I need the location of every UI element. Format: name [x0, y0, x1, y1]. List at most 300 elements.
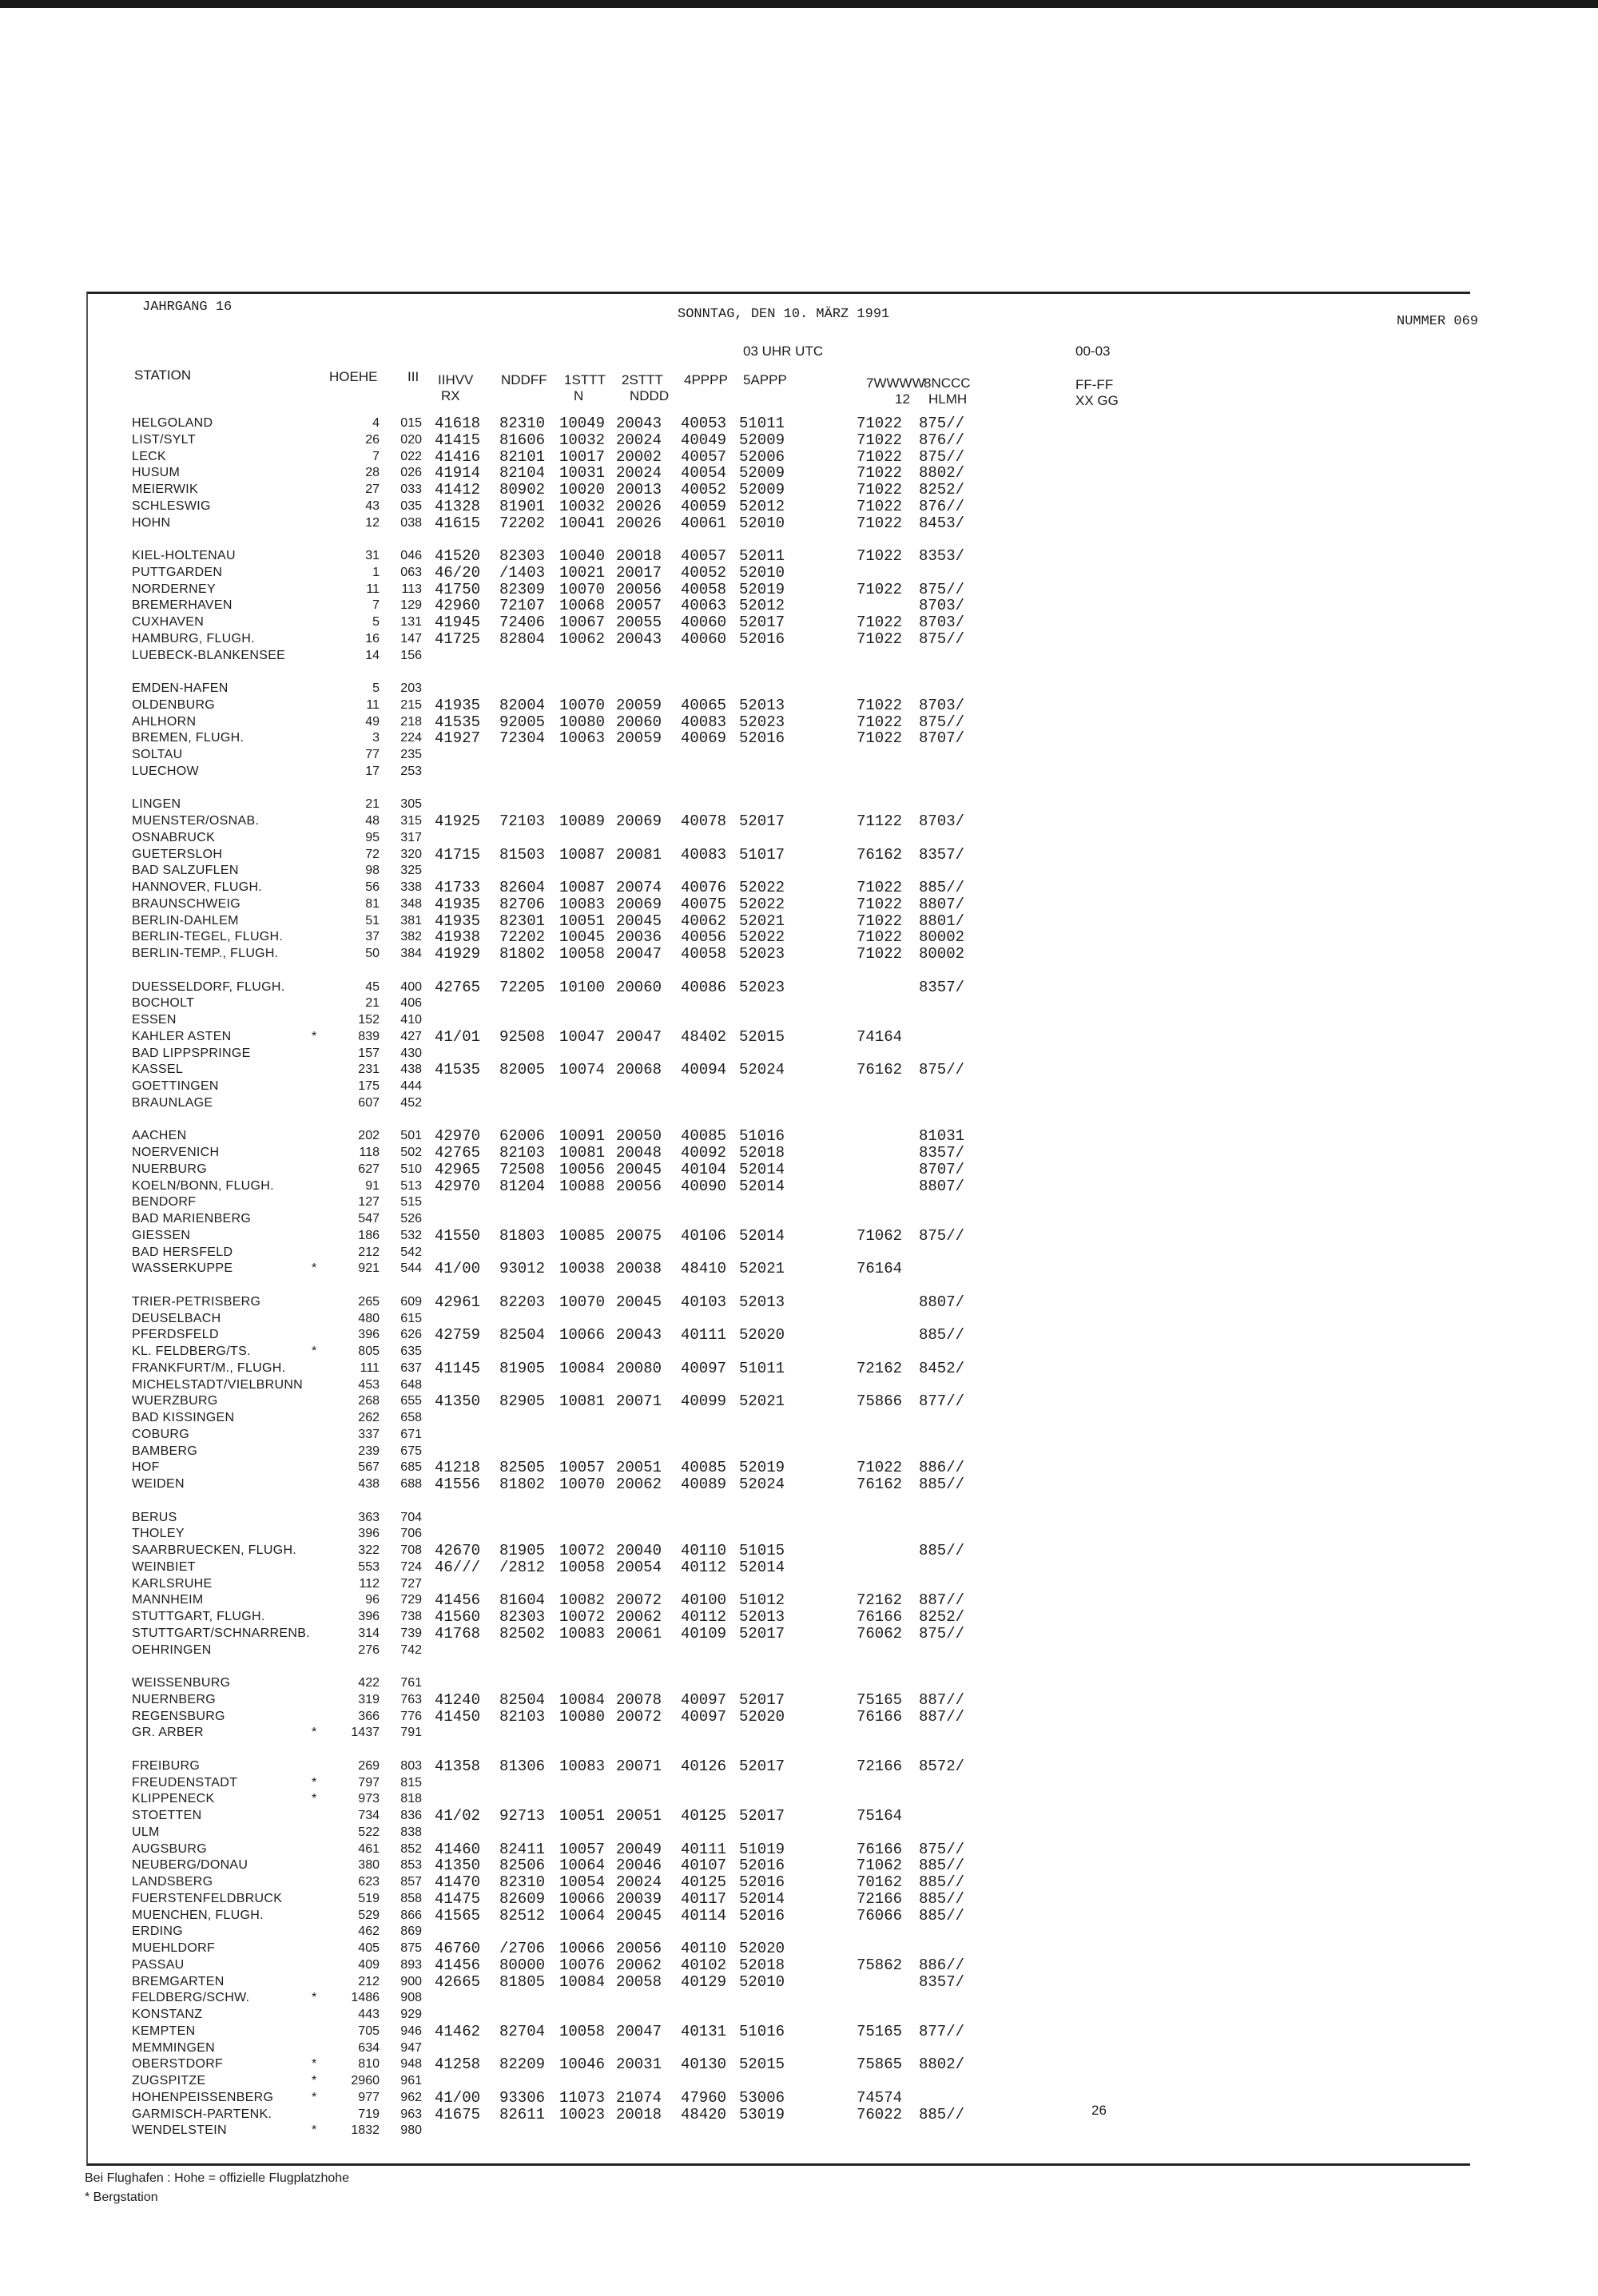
synop-group-2: 82611: [499, 2105, 546, 2123]
station-index: 688: [400, 1477, 422, 1491]
synop-group-1: 41925: [435, 812, 481, 830]
table-row: [0, 614, 1598, 630]
col-7wwww: 7WWWW: [866, 375, 925, 391]
station-name: STOETTEN: [132, 1809, 202, 1822]
station-name: OEHRINGEN: [132, 1643, 212, 1657]
table-row: [0, 1974, 1598, 1990]
synop-group-2: 93306: [499, 2088, 546, 2107]
synop-group-2: 82504: [499, 1690, 546, 1709]
synop-group-2: /2812: [499, 1558, 546, 1576]
synop-group-8: 8353/: [919, 547, 965, 565]
synop-group-5: 48410: [681, 1260, 727, 1278]
station-elevation: 380: [358, 1858, 380, 1873]
synop-group-3: 10072: [559, 1608, 606, 1626]
table-row: [0, 1078, 1598, 1094]
station-index: 406: [400, 996, 422, 1011]
synop-group-3: 10058: [559, 2022, 606, 2040]
synop-group-5: 40076: [681, 879, 727, 896]
table-row: [0, 1990, 1598, 2006]
synop-group-1: 41240: [435, 1690, 481, 1709]
station-index: 513: [400, 1178, 422, 1193]
synop-group-3: 10021: [559, 563, 606, 582]
synop-group-4: 20024: [616, 431, 662, 449]
station-index: 203: [400, 681, 422, 695]
synop-group-4: 20017: [616, 563, 662, 582]
station-name: KL. FELDBERG/TS.: [132, 1345, 251, 1358]
station-name: MUEHLDORF: [132, 1941, 216, 1955]
synop-group-3: 10051: [559, 912, 606, 930]
station-elevation: 91: [365, 1178, 380, 1193]
synop-group-1: 42970: [435, 1177, 481, 1195]
station-elevation: 95: [365, 830, 380, 844]
synop-group-4: 20081: [616, 845, 662, 864]
synop-group-7: 71022: [857, 713, 903, 731]
station-elevation: 337: [358, 1427, 380, 1441]
synop-group-7: 74574: [857, 2088, 903, 2107]
station-elevation: 453: [358, 1377, 380, 1392]
synop-group-8: 81031: [919, 1127, 965, 1146]
synop-group-2: 82504: [499, 1326, 546, 1345]
synop-group-3: 10056: [559, 1160, 606, 1178]
synop-group-6: 52014: [739, 1160, 785, 1178]
station-index: 637: [400, 1361, 422, 1375]
synop-group-4: 20069: [616, 812, 662, 830]
synop-group-2: 82706: [499, 895, 546, 913]
synop-group-3: 10070: [559, 1293, 606, 1311]
table-row: [0, 1626, 1598, 1642]
synop-group-1: 42765: [435, 978, 481, 996]
synop-group-3: 10080: [559, 713, 606, 731]
synop-group-2: /2706: [499, 1940, 546, 1957]
synop-group-3: 10080: [559, 1707, 606, 1726]
synop-group-3: 10064: [559, 1857, 606, 1875]
station-index: 382: [400, 930, 422, 944]
station-name: LANDSBERG: [132, 1875, 213, 1889]
synop-group-5: 40057: [681, 547, 727, 565]
synop-group-8: 887//: [919, 1591, 965, 1610]
station-elevation: 51: [365, 913, 380, 928]
synop-group-3: 10081: [559, 1392, 606, 1411]
synop-group-5: 40099: [681, 1392, 727, 1411]
synop-group-6: 52019: [739, 1459, 785, 1477]
synop-group-5: 40112: [681, 1558, 727, 1576]
synop-group-2: 82604: [499, 879, 546, 896]
table-row: [0, 1294, 1598, 1310]
synop-group-2: 81805: [499, 1972, 546, 1991]
synop-group-5: 40062: [681, 912, 727, 930]
station-elevation: 7: [372, 449, 380, 463]
synop-group-5: 40061: [681, 514, 727, 532]
table-row: [0, 631, 1598, 647]
synop-group-4: 20047: [616, 2022, 662, 2040]
station-elevation: 21: [365, 996, 380, 1011]
synop-group-6: 52013: [739, 696, 785, 714]
synop-group-4: 20043: [616, 415, 662, 432]
synop-group-3: 10054: [559, 1873, 606, 1891]
synop-group-5: 40131: [681, 2022, 727, 2040]
synop-group-8: 885//: [919, 1476, 965, 1493]
synop-group-6: 51015: [739, 1542, 785, 1559]
table-row: [0, 1709, 1598, 1725]
synop-group-1: 42765: [435, 1144, 481, 1162]
station-name: MEMMINGEN: [132, 2040, 216, 2055]
synop-group-1: 41615: [435, 514, 481, 532]
synop-group-7: 71022: [857, 696, 903, 714]
station-index: 738: [400, 1610, 422, 1623]
synop-group-5: 40085: [681, 1459, 727, 1477]
station-name: KASSEL: [132, 1063, 184, 1077]
station-elevation: 7: [372, 598, 380, 613]
synop-group-1: 41618: [435, 415, 481, 432]
station-index: 763: [400, 1692, 422, 1706]
table-row: [0, 515, 1598, 531]
station-index: 803: [400, 1758, 422, 1773]
station-elevation: 522: [358, 1825, 380, 1839]
station-index: 838: [400, 1825, 422, 1839]
table-row: [0, 1012, 1598, 1028]
station-name: BRAUNLAGE: [132, 1095, 213, 1110]
station-elevation: 480: [358, 1311, 380, 1325]
station-index: 501: [400, 1129, 422, 1143]
synop-group-6: 52017: [739, 1757, 785, 1775]
synop-group-1: 41456: [435, 1591, 481, 1610]
table-row: [0, 946, 1598, 962]
synop-group-5: 40060: [681, 630, 727, 648]
station-index: 869: [400, 1925, 422, 1939]
station-name: DEUSELBACH: [132, 1311, 221, 1325]
synop-group-2: /1403: [499, 563, 546, 582]
synop-group-1: 42670: [435, 1542, 481, 1559]
synop-group-7: 71022: [857, 928, 903, 947]
synop-group-2: 81204: [499, 1177, 546, 1195]
observation-time: 03 UHR UTC: [743, 344, 824, 359]
station-elevation: 175: [358, 1079, 380, 1093]
bergstation-marker: *: [312, 1991, 317, 2005]
station-elevation: 127: [358, 1195, 380, 1210]
synop-group-3: 10023: [559, 2105, 606, 2123]
synop-group-5: 40117: [681, 1889, 727, 1908]
table-row: [0, 2040, 1598, 2056]
table-row: [0, 1692, 1598, 1708]
station-elevation: 96: [365, 1593, 380, 1607]
synop-group-8: 8703/: [919, 696, 965, 714]
synop-group-4: 20074: [616, 879, 662, 896]
synop-group-7: 76162: [857, 1061, 903, 1079]
synop-group-3: 10089: [559, 812, 606, 830]
station-name: WENDELSTEIN: [132, 2123, 227, 2138]
station-elevation: 529: [358, 1908, 380, 1922]
synop-group-5: 40103: [681, 1293, 727, 1311]
station-elevation: 11: [366, 697, 380, 712]
synop-group-2: 72205: [499, 978, 546, 996]
station-elevation: 366: [358, 1709, 380, 1723]
table-row: [0, 1543, 1598, 1559]
synop-group-4: 20013: [616, 481, 662, 499]
station-index: 026: [400, 466, 422, 480]
table-row: [0, 648, 1598, 664]
station-name: GUETERSLOH: [132, 847, 223, 861]
synop-group-6: 51011: [739, 1359, 785, 1377]
synop-group-4: 20043: [616, 630, 662, 648]
station-name: BAD HERSFELD: [132, 1245, 233, 1259]
station-elevation: 627: [358, 1162, 380, 1176]
station-name: HAMBURG, FLUGH.: [132, 631, 255, 646]
synop-group-7: 72162: [857, 1591, 903, 1610]
station-name: TRIER-PETRISBERG: [132, 1294, 261, 1309]
table-row: [0, 1211, 1598, 1227]
synop-group-2: 72304: [499, 729, 546, 748]
station-name: FRANKFURT/M., FLUGH.: [132, 1361, 286, 1375]
synop-group-3: 10032: [559, 431, 606, 449]
station-elevation: 839: [358, 1029, 380, 1043]
synop-group-7: 72162: [857, 1359, 903, 1377]
station-elevation: 553: [358, 1559, 380, 1574]
synop-group-6: 52016: [739, 1906, 785, 1925]
station-elevation: 16: [365, 631, 380, 646]
table-row: [0, 2056, 1598, 2072]
synop-group-5: 40060: [681, 614, 727, 631]
station-name: BAD KISSINGEN: [132, 1411, 235, 1424]
synop-group-5: 40053: [681, 415, 727, 432]
synop-group-6: 52023: [739, 713, 785, 731]
synop-group-8: 8707/: [919, 729, 965, 748]
synop-group-7: 71022: [857, 945, 903, 963]
synop-group-6: 52014: [739, 1177, 785, 1195]
synop-group-1: 41412: [435, 481, 481, 499]
synop-group-1: 41675: [435, 2105, 481, 2123]
synop-group-6: 52018: [739, 1144, 785, 1162]
synop-group-8: 876//: [919, 497, 965, 515]
station-name: LUEBECK-BLANKENSEE: [132, 648, 286, 662]
station-index: 038: [400, 515, 422, 530]
synop-group-3: 10081: [559, 1144, 606, 1162]
bergstation-marker: *: [312, 1726, 317, 1740]
station-name: MUENCHEN, FLUGH.: [132, 1908, 264, 1922]
synop-group-5: 40112: [681, 1608, 727, 1626]
station-name: SCHLESWIG: [132, 499, 211, 513]
synop-group-4: 20071: [616, 1757, 662, 1775]
synop-group-3: 10063: [559, 729, 606, 748]
bergstation-marker: *: [312, 1775, 317, 1790]
station-index: 015: [400, 416, 422, 430]
station-index: 742: [400, 1643, 422, 1657]
synop-group-2: 82609: [499, 1889, 546, 1908]
table-row: [0, 1162, 1598, 1178]
synop-group-8: 885//: [919, 1326, 965, 1345]
synop-group-2: 72508: [499, 1160, 546, 1178]
synop-group-5: 40110: [681, 1940, 727, 1957]
station-index: 156: [400, 648, 422, 662]
synop-group-5: 47960: [681, 2088, 727, 2107]
synop-group-7: 71062: [857, 1857, 903, 1875]
station-elevation: 1486: [351, 1991, 380, 2005]
station-elevation: 262: [358, 1411, 380, 1424]
station-elevation: 276: [358, 1643, 380, 1657]
synop-group-6: 52009: [739, 431, 785, 449]
synop-group-3: 10058: [559, 1558, 606, 1576]
station-elevation: 396: [358, 1527, 380, 1541]
bergstation-marker: *: [312, 2090, 317, 2104]
synop-group-1: 41520: [435, 547, 481, 565]
synop-group-2: 82303: [499, 547, 546, 565]
station-name: KAHLER ASTEN: [132, 1029, 232, 1043]
synop-group-2: 81306: [499, 1757, 546, 1775]
synop-group-5: 40107: [681, 1857, 727, 1875]
station-index: 675: [400, 1444, 422, 1458]
synop-group-3: 10088: [559, 1177, 606, 1195]
station-index: 035: [400, 499, 422, 513]
station-elevation: 719: [358, 2107, 380, 2121]
synop-group-6: 52020: [739, 1707, 785, 1726]
station-index: 791: [400, 1726, 422, 1740]
synop-group-6: 52015: [739, 1027, 785, 1046]
station-index: 858: [400, 1891, 422, 1905]
station-index: 900: [400, 1974, 422, 1988]
synop-group-4: 20062: [616, 1476, 662, 1493]
synop-group-8: 877//: [919, 2022, 965, 2040]
synop-group-6: 52023: [739, 945, 785, 963]
synop-group-7: 72166: [857, 1889, 903, 1908]
station-elevation: 443: [358, 2008, 380, 2021]
synop-group-4: 20026: [616, 497, 662, 515]
synop-group-2: 82303: [499, 1608, 546, 1626]
synop-group-5: 40063: [681, 597, 727, 615]
station-index: 384: [400, 947, 422, 960]
synop-group-7: 76062: [857, 1624, 903, 1643]
station-index: 515: [400, 1195, 422, 1210]
synop-group-4: 21074: [616, 2088, 662, 2107]
synop-group-3: 10032: [559, 497, 606, 515]
station-name: BREMEN, FLUGH.: [132, 731, 244, 745]
synop-group-2: 72202: [499, 928, 546, 947]
synop-group-4: 20062: [616, 1608, 662, 1626]
synop-group-6: 52021: [739, 1392, 785, 1411]
station-name: CUXHAVEN: [132, 615, 205, 629]
table-row: [0, 1526, 1598, 1542]
station-elevation: 973: [358, 1792, 380, 1806]
station-index: 218: [400, 714, 422, 729]
synop-group-8: 875//: [919, 1061, 965, 1079]
synop-group-1: 41218: [435, 1459, 481, 1477]
synop-group-1: 41750: [435, 580, 481, 598]
station-index: 526: [400, 1212, 422, 1225]
station-elevation: 462: [358, 1925, 380, 1939]
synop-group-7: 76164: [857, 1260, 903, 1278]
station-index: 502: [400, 1146, 422, 1159]
station-index: 542: [400, 1245, 422, 1259]
station-name: FELDBERG/SCHW.: [132, 1991, 250, 2005]
synop-group-1: 46760: [435, 1940, 481, 1957]
table-row: [0, 2123, 1598, 2139]
table-row: [0, 1311, 1598, 1327]
synop-group-3: 10045: [559, 928, 606, 947]
station-elevation: 27: [365, 483, 380, 496]
station-index: 532: [400, 1228, 422, 1242]
station-name: LECK: [132, 449, 166, 463]
synop-group-7: 71062: [857, 1226, 903, 1245]
bergstation-marker: *: [312, 2074, 317, 2087]
synop-group-3: 10084: [559, 1359, 606, 1377]
synop-group-7: 76166: [857, 1840, 903, 1858]
station-name: NEUBERG/DONAU: [132, 1858, 248, 1873]
station-elevation: 396: [358, 1610, 380, 1623]
synop-group-1: 42960: [435, 597, 481, 615]
synop-group-7: 71022: [857, 614, 903, 631]
station-elevation: 31: [365, 549, 380, 562]
synop-group-6: 52017: [739, 614, 785, 631]
station-name: STUTTGART/SCHNARRENB.: [132, 1626, 310, 1640]
synop-group-3: 10066: [559, 1940, 606, 1957]
synop-group-8: 877//: [919, 1392, 965, 1411]
table-row: [0, 2090, 1598, 2106]
station-name: GARMISCH-PARTENK.: [132, 2107, 272, 2121]
station-elevation: 314: [358, 1626, 380, 1640]
station-index: 113: [401, 582, 422, 596]
synop-group-3: 10084: [559, 1690, 606, 1709]
station-elevation: 72: [365, 847, 380, 861]
synop-group-1: 41935: [435, 696, 481, 714]
synop-group-5: 40104: [681, 1160, 727, 1178]
synop-group-4: 20045: [616, 1160, 662, 1178]
station-name: HELGOLAND: [132, 416, 213, 430]
station-elevation: 11: [366, 582, 380, 596]
table-row: [0, 1361, 1598, 1376]
synop-group-7: 71022: [857, 464, 903, 483]
station-elevation: 519: [358, 1891, 380, 1905]
synop-group-8: 887//: [919, 1690, 965, 1709]
synop-group-7: 71022: [857, 895, 903, 913]
synop-group-1: 42965: [435, 1160, 481, 1178]
station-elevation: 322: [358, 1543, 380, 1557]
station-name: KOELN/BONN, FLUGH.: [132, 1178, 274, 1193]
synop-group-2: 80000: [499, 1956, 546, 1974]
synop-group-6: 52006: [739, 447, 785, 466]
station-index: 815: [400, 1775, 422, 1790]
synop-group-1: 41725: [435, 630, 481, 648]
table-row: [0, 1592, 1598, 1608]
synop-group-5: 40110: [681, 1542, 727, 1559]
synop-group-5: 40078: [681, 812, 727, 830]
station-index: 776: [400, 1709, 422, 1723]
synop-group-8: 885//: [919, 1857, 965, 1875]
station-name: GR. ARBER: [132, 1726, 204, 1740]
col-4pppp: 4PPPP: [684, 372, 728, 387]
synop-group-5: 40092: [681, 1144, 727, 1162]
table-row: [0, 465, 1598, 481]
synop-group-8: 8802/: [919, 2056, 965, 2074]
synop-group-5: 40059: [681, 497, 727, 515]
station-index: 305: [400, 797, 422, 812]
table-row: [0, 565, 1598, 581]
station-elevation: 438: [358, 1477, 380, 1491]
synop-group-1: 41456: [435, 1956, 481, 1974]
synop-group-6: 52022: [739, 879, 785, 896]
station-name: HUSUM: [132, 466, 181, 480]
station-elevation: 37: [365, 930, 380, 944]
synop-group-3: 10047: [559, 1027, 606, 1046]
synop-group-6: 52022: [739, 895, 785, 913]
station-elevation: 810: [358, 2057, 380, 2072]
station-index: 853: [400, 1858, 422, 1873]
col-8nccc: 8NCCC: [924, 375, 971, 391]
synop-group-8: 8357/: [919, 845, 965, 864]
synop-group-5: 40125: [681, 1807, 727, 1825]
table-row: [0, 1194, 1598, 1210]
station-name: LINGEN: [132, 797, 181, 812]
station-name: NOERVENICH: [132, 1146, 220, 1159]
synop-group-8: 887//: [919, 1707, 965, 1726]
synop-group-6: 52011: [739, 547, 785, 565]
